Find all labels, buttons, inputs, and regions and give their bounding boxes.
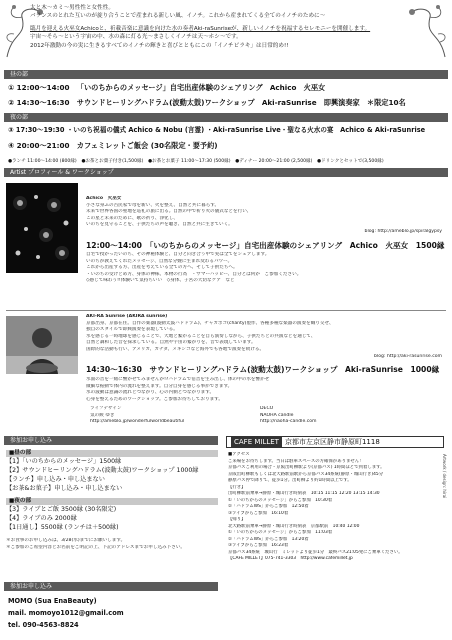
- apply-list: [6, 450, 218, 551]
- apply-item: 【1日通し】5500縁 (ランチは＋500縁): [6, 524, 119, 531]
- apply-section-header: 参加お申し込み: [4, 436, 218, 445]
- access-line: ■アクセス: [228, 452, 250, 457]
- divider: [6, 310, 446, 311]
- access-line: ③ライブからご参加 16:10着: [228, 510, 289, 516]
- artist-photo-achico: [6, 183, 78, 273]
- access-line: 京都バスご利用の場合・京阪出町柳駅より(京都バス) 1時間ほどで到着します。: [228, 465, 385, 470]
- access-line: 出町柳駅前乗車→静原・城山行き時刻表 10:15 11:15 12:20 13:15 14:30: [228, 491, 380, 496]
- access-info: [228, 452, 442, 563]
- intro-line: 臨月を迎える火巫女Achicoと、祈載音楽に意識を向けた水の奏者Aki-raSunriseが、新しいイノチを祝福するセレモニーを開催します。: [30, 25, 371, 32]
- apply-item: 【2】サウンドヒーリングハドラム(波動太鼓)ワークショップ 1000縁: [6, 467, 199, 474]
- apply-item: 【お茶&お菓子】申し込み・申し込まない: [6, 485, 123, 492]
- access-line: ②「ハドラムWS」からご参加 13:20着: [228, 536, 309, 542]
- contact-name: MOMO (Sua EnaBeauty): [8, 597, 97, 605]
- contact-info: [8, 595, 218, 631]
- access-line: 【行き】: [228, 484, 246, 490]
- contact-phone[interactable]: tel. 090-4563-8824: [8, 621, 79, 629]
- apply-notes: ＊お食事のお申し込みは、3/28(水)までにお願いします。 ＊ご参加のご希望内容とお名前をご明記の上、下記のアドレスまでお申し込み下さい。: [6, 538, 186, 550]
- night-program-item: ④ 20:00〜21:00 カフェミレットご飯会 (30名限定・要予約): [8, 141, 218, 150]
- contact-email[interactable]: mail. momoyo1012@gmail.com: [8, 609, 124, 617]
- apply-night-head: ■夜の部: [6, 498, 218, 505]
- deco-credit: DECO NAOHA candle http://naoha-candle.com: [260, 406, 410, 426]
- price-note: ●ランチ 11:00〜14:00 (800縁) ●お茶とお菓子付き(1,500縁) ●お茶とお菓子 11:00〜17:30 (500縁) ●ディナー 20:00〜21:00 (2,500縁) ●ドリンクとセットで(3,500縁): [8, 159, 384, 164]
- design-credit: ライフデザイン 気の緩 ゆき http://ameblo.jp/wonderfulworldbeautiful: [90, 406, 240, 426]
- access-line: ご来場をお待ちします。当日は駐車スペースの方確保がありません！: [228, 458, 364, 464]
- session-title: 14:30〜16:30 サウンドヒーリングハドラム(波動太鼓)ワークショップ Aki-raSunrise 1000縁: [86, 365, 440, 374]
- blog-link[interactable]: blog: http://ameblo.jp/spiralgypsy: [364, 228, 442, 234]
- intro-text: [30, 4, 390, 50]
- night-section-header: 夜の部: [4, 113, 448, 122]
- intro-line: 太と木〜カミ〜男性性と女性性。: [30, 5, 114, 11]
- day-program-item: ① 12:00〜14:00 「いのちからのメッセージ」自宅出産体験のシェアリング Achico 火巫女: [8, 83, 326, 92]
- apply-item: 【3】ライブとご飯 3500縁 (30名限定): [6, 506, 117, 513]
- day-section-header: 昼の部: [4, 70, 448, 79]
- artist-photo-akira: [6, 316, 78, 374]
- apply-item: 【ランチ】申し込み・申し込まない: [6, 476, 105, 483]
- apply-item: 【1】「いのちからのメッセージ」1500縁: [6, 458, 122, 465]
- cafe-millet-header: [226, 436, 444, 448]
- session-description: 水面の音を一緒に響かせてみませんか!?ハドラムで倍音を生み出し、体の中の水を響かせ 微細な振動で体内の流れを整えます。自分自身を感じる事ができます。 水の波動は意識の流れとつながり、心の内側とつながります。 心身を整えるためのワークショップ。ご参加お待ちしております。: [86, 377, 270, 402]
- floral-ornament-icon: [400, 2, 450, 62]
- cafe-address: 京都市左京区静市静原町1118: [284, 438, 380, 446]
- cafe-name: CAFE MILLET: [231, 437, 282, 447]
- side-credit: Artwork / design: hirai: [442, 454, 447, 499]
- intro-line: 2012年激動の今の実に生きるすべてのイノチの輝きと喜びとともにこの「イノチビラキ」は日常的め!!: [30, 42, 289, 49]
- session-description: 自宅で授かったいのち、その神秘体験と、自分と向き合う中で実は全てをシェアします。 いのちが教えてくれたメッセージ、自然な分娩に生まれ変わるパワー。 これから出産する方、出産を考えている全ての方へ、そして子供たちへ。 ・いのちの受けとめ方、身体の神様、本物の行為 ・サマーハッピー、自分とは何か ご参加ください。 ◇感じて味わう!!体験いて気持ちいい ◇身体、子宮の大切なケア など: [86, 252, 302, 284]
- design-link[interactable]: http://ameblo.jp/wonderfulworldbeautiful: [90, 419, 185, 425]
- apply-item: 【4】ライブのみ 2000縁: [6, 515, 77, 522]
- access-line: 静原バス停で降りて、徒歩1分。出町柳より約1時間以上です。: [228, 478, 352, 483]
- access-line: 京阪出町柳駅もしくは北大路駅前駅から京都バス34系統(静原・城山行き)45分: [228, 471, 384, 477]
- access-line: 京都バス34系統 城山行 ミレットより徒歩1分 最終バス21:05発にご乗車ください。: [228, 549, 403, 555]
- access-line: 北大路駅前乗車→静原・城山行き時刻表 京都駅前 10:40 12:00: [228, 523, 360, 529]
- deco-link[interactable]: http://naoha-candle.com: [260, 419, 317, 425]
- artist-section-header: Artist プロフィール & ワークショップ: [4, 168, 448, 177]
- access-line: ①「いのちからのメッセージ」からご参加 10:30着: [228, 497, 333, 503]
- access-line: 【CAFE MILLET】075-741-3303 http://www.cafemillet.jp: [228, 556, 353, 561]
- artist-bio-achico: Achico 火巫女 小さな身ふの古民家で母を新い、火を整え、自然と共に暮らす。 未来で世界各国の聖地を巡礼の旅に出る。自然の中で祈り火の儀式などを行い、 この星と未来のために、歌の祈り、浄化し、 いのちを見守ることを、子供たちの声を聴き、自然と共に生きていく。 blog: http://ameblo.jp/spiralgypsy: [86, 196, 446, 236]
- access-line: ①「いのちからのメッセージ」からご参加 11:03着: [228, 530, 333, 535]
- blog-link[interactable]: blog: http://aki-rasunrise.com: [374, 353, 442, 359]
- night-program-item: ③ 17:30〜19:30 ・いのち祝福の儀式 Achico & Nobu (言霊) ・Aki-raSunrise Live・聖なる火水の宴 Achico & Aki-raSunrise: [8, 126, 426, 134]
- candle-lights-image: [6, 183, 78, 273]
- session-title: 12:00〜14:00 「いのちからのメッセージ」自宅出産体験のシェアリング Achico 火巫女 1500縁: [86, 241, 445, 250]
- apply-day-head: ■昼の部: [6, 450, 218, 457]
- intro-line: 宇宙〜そら〜という宇宙の中、水の森に灯る光〜まさしくイノチは天〜ホシ〜です。: [30, 34, 242, 41]
- portrait-image: [6, 316, 78, 374]
- day-program-item: ② 14:30〜16:30 サウンドヒーリングハドラム(波動太鼓)ワークショップ Aki-raSunrise 即興演奏家 ＊限定10名: [8, 98, 406, 107]
- access-line: ③ライブからご参加 16:23着: [228, 543, 289, 548]
- intro-line: バランスのとれた互いのが旋り合うことで産まれる新しい風、イノチ。これから産まれてくる全てのイノチのために〜: [30, 13, 326, 20]
- access-line: ②「ハドラムWS」からご参加 12:50着: [228, 504, 309, 509]
- access-line: 【帰り】: [228, 517, 246, 522]
- artist-bio-akira: AKI-RA Sunrise (AKIRA sunrise) 京都出身、京都在住。自作の楽器(波動太鼓ハドドラム)、チャカポコ(chanty)製作、各種多種な楽器の演奏を織り交ぜ、 独自のスタイルで即興演奏を表現している。 水を感じる一時地球を感じることで、大地と繋がることを自ら演奏しながら、子供たちとの共演などを通じて、 自然と調和した音を探求している。自然や宇宙の繋がりを、音で表現しています。 国際的な活動も行い、アメリカ、カナダ、メキシコなど海外でも各地で演奏を続ける。 blog: http://aki-rasunrise.com: [86, 314, 446, 360]
- contact-section-header: 参加お申し込み: [4, 582, 218, 591]
